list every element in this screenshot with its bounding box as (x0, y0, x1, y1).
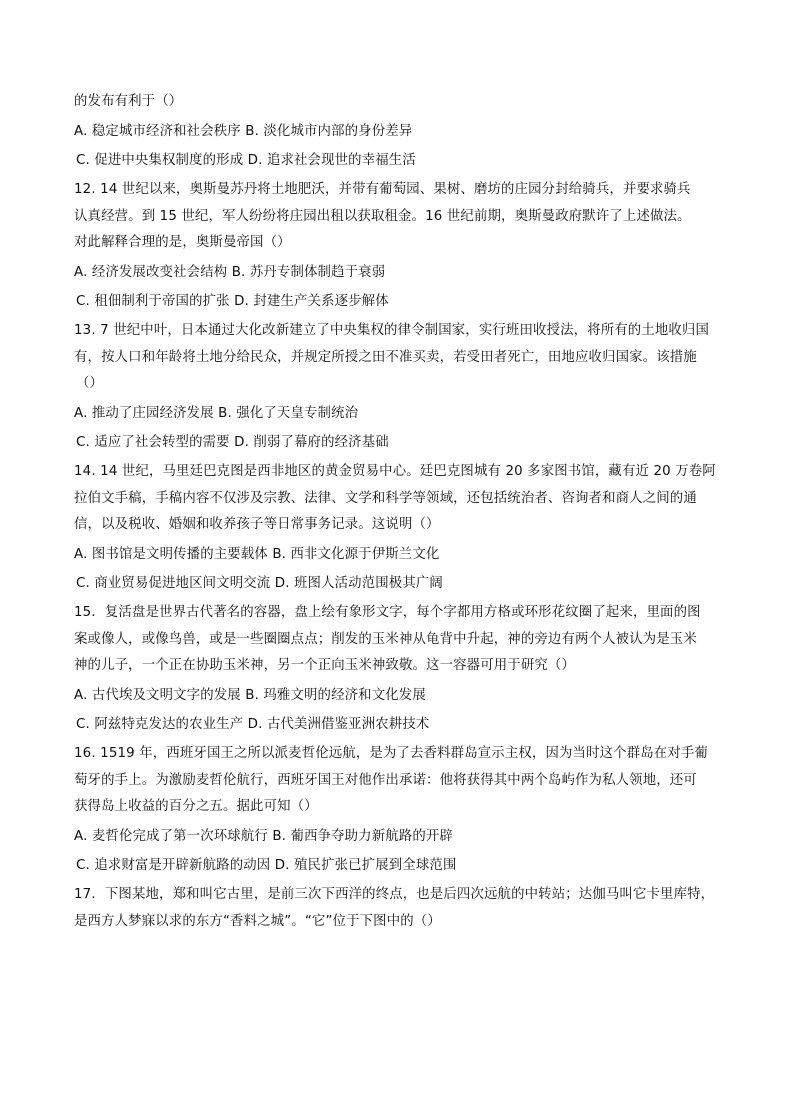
question-14-line-2: 拉伯文手稿，手稿内容不仅涉及宗教、法律、文学和科学等领域，还包括统治者、咨询者和商人之间的通 (74, 491, 697, 506)
options-q13-cd: C. 适应了社会转型的需要 D. 削弱了幕府的经济基础 (76, 435, 389, 450)
question-13-line-3: （） (76, 376, 104, 391)
question-12-line-1: 12. 14 世纪以来，奥斯曼苏丹将土地肥沃，并带有葡萄园、果树、磨坊的庄园分封给骑兵，并要求骑兵 (74, 182, 691, 197)
question-16-line-1: 16. 1519 年，西班牙国王之所以派麦哲伦远航，是为了去香料群岛宣示主权，因为当时这个群岛在对手葡 (74, 746, 708, 761)
options-q14-ab: A. 图书馆是文明传播的主要载体 B. 西非文化源于伊斯兰文化 (74, 547, 440, 562)
question-13-line-2: 有，按人口和年龄将土地分给民众，并规定所授之田不准买卖，若受田者死亡，田地应收归国家。该措施 (74, 350, 697, 365)
question-17-line-1: 17．下图某地，郑和叫它古里，是前三次下西洋的终点，也是后四次远航的中转站；达伽马叫它卡里库特， (74, 887, 715, 902)
question-16-line-3: 获得岛上收益的百分之五。据此可知（） (74, 799, 318, 814)
question-15-line-1: 15．复活盘是世界古代著名的容器，盘上绘有象形文字，每个字都用方格或环形花纹圈了起来，里面的图 (74, 605, 701, 620)
question-17-line-2: 是西方人梦寐以求的东方“香料之城”。“它”位于下图中的（） (74, 914, 441, 929)
options-q11-ab: A. 稳定城市经济和社会秩序 B. 淡化城市内部的身份差异 (74, 124, 413, 139)
question-12-line-3: 对此解释合理的是，奥斯曼帝国（） (74, 235, 291, 250)
options-q14-cd: C. 商业贸易促进地区间文明交流 D. 班图人活动范围极其广阔 (76, 576, 443, 591)
options-q15-cd: C. 阿兹特克发达的农业生产 D. 古代美洲借鉴亚洲农耕技术 (76, 717, 430, 732)
question-12-line-2: 认真经营。到 15 世纪，军人纷纷将庄园出租以获取租金。16 世纪前期，奥斯曼政府默许了上述做法。 (74, 209, 691, 224)
question-13-line-1: 13. 7 世纪中叶，日本通过大化改新建立了中央集权的律令制国家，实行班田收授法，将所有的土地收归国 (74, 323, 710, 338)
question-15-line-2: 案或像人，或像鸟兽，或是一些圈圈点点；削发的玉米神从龟背中升起，神的旁边有两个人被认为是玉米 (74, 632, 697, 647)
options-q12-ab: A. 经济发展改变社会结构 B. 苏丹专制体制趋于衰弱 (74, 265, 386, 280)
options-q13-ab: A. 推动了庄园经济发展 B. 强化了天皇专制统治 (74, 406, 359, 421)
options-q11-cd: C. 促进中央集权制度的形成 D. 追求社会现世的幸福生活 (76, 153, 416, 168)
question-14-line-1: 14. 14 世纪，马里廷巴克图是西非地区的黄金贸易中心。廷巴克图城有 20 多家图书馆，藏有近 20 万卷阿 (74, 464, 716, 479)
options-q15-ab: A. 古代埃及文明文字的发展 B. 玛雅文明的经济和文化发展 (74, 688, 426, 703)
options-q16-cd: C. 追求财富是开辟新航路的动因 D. 殖民扩张已扩展到全球范围 (76, 858, 457, 873)
options-q16-ab: A. 麦哲伦完成了第一次环球航行 B. 葡西争夺助力新航路的开辟 (74, 829, 453, 844)
text-line-q11-tail: 的发布有利于（） (74, 94, 183, 109)
question-16-line-2: 萄牙的手上。为激励麦哲伦航行，西班牙国王对他作出承诺：他将获得其中两个岛屿作为私人领地，还可 (74, 773, 697, 788)
question-14-line-3: 信，以及税收、婚姻和收养孩子等日常事务记录。这说明（） (74, 517, 440, 532)
options-q12-cd: C. 租佃制利于帝国的扩张 D. 封建生产关系逐步解体 (76, 294, 389, 309)
question-15-line-3: 神的儿子，一个正在协助玉米神，另一个正向玉米神致敬。这一容器可用于研究（） (74, 658, 576, 673)
